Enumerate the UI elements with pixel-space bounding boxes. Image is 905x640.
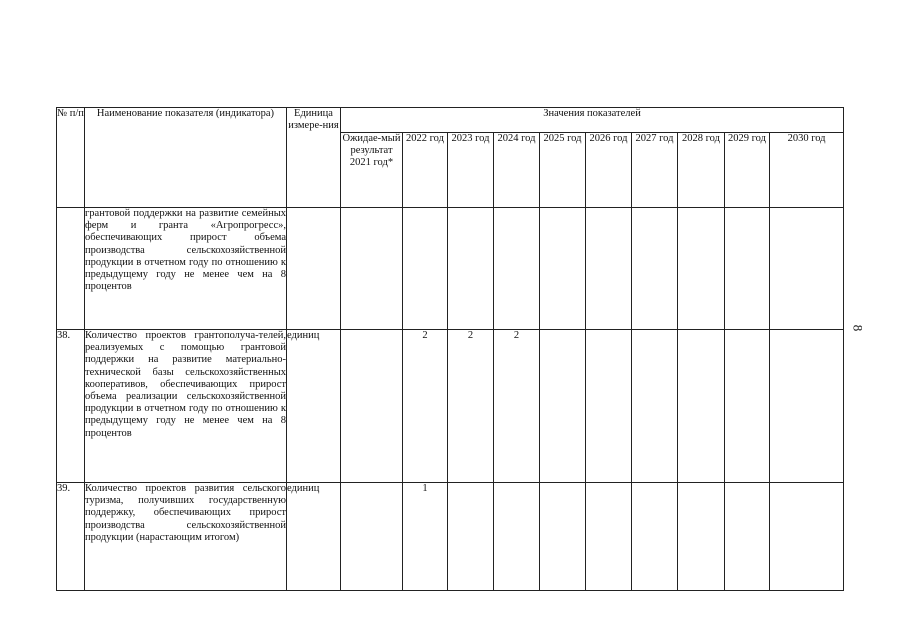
table-row xyxy=(57,483,844,591)
header-year: 2022 год xyxy=(403,133,448,208)
row-value xyxy=(448,483,494,591)
row-value xyxy=(632,330,678,483)
row-value xyxy=(678,330,725,483)
row-value xyxy=(632,483,678,591)
header-year: 2027 год xyxy=(632,133,678,208)
row-value xyxy=(403,208,448,330)
header-year: 2028 год xyxy=(678,133,725,208)
header-expected: Ожидае-мый результат 2021 год* xyxy=(341,133,403,208)
table-row xyxy=(57,330,844,483)
header-name: Наименование показателя (индикатора) xyxy=(85,108,287,208)
row-name: Количество проектов грантополуча-телей, реализуемых с помощью грантовой поддержки на развитие материально-технической базы сельскохозяйственных кооперативов, обеспечивающих прирост объема реализации сельскохозяйственной продукции в отчетном году по отношению к предыдущему году не менее чем на 8 процентов xyxy=(85,330,287,483)
header-year: 2029 год xyxy=(725,133,770,208)
row-value xyxy=(678,483,725,591)
table-row xyxy=(57,208,844,330)
row-unit xyxy=(287,208,341,330)
row-name: Количество проектов развития сельского туризма, получивших государственную поддержку, обеспечивающих прирост производства сельскохозяйственной продукции (нарастающим итогом) xyxy=(85,483,287,591)
row-value: 2 xyxy=(494,330,540,483)
row-value xyxy=(678,208,725,330)
header-year: 2023 год xyxy=(448,133,494,208)
row-expected xyxy=(341,330,403,483)
row-value xyxy=(494,208,540,330)
row-value xyxy=(632,208,678,330)
row-value xyxy=(448,208,494,330)
row-num: 38. xyxy=(57,330,85,483)
header-year: 2026 год xyxy=(586,133,632,208)
row-value xyxy=(725,483,770,591)
row-value xyxy=(540,208,586,330)
row-unit: единиц xyxy=(287,483,341,591)
row-value xyxy=(770,208,844,330)
row-unit: единиц xyxy=(287,330,341,483)
header-year: 2024 год xyxy=(494,133,540,208)
row-value xyxy=(770,483,844,591)
indicators-table xyxy=(56,107,844,591)
row-name: грантовой поддержки на развитие семейных ферм и гранта «Агропрогресс», обеспечивающих прирост объема производства сельскохозяйственной продукции в отчетном году по отношению к предыдущему году не менее чем на 8 процентов xyxy=(85,208,287,330)
row-value: 2 xyxy=(448,330,494,483)
header-values-group: Значения показателей xyxy=(341,108,844,133)
row-expected xyxy=(341,483,403,591)
header-year: 2025 год xyxy=(540,133,586,208)
row-value xyxy=(540,330,586,483)
row-value xyxy=(586,483,632,591)
row-value xyxy=(586,208,632,330)
row-value xyxy=(494,483,540,591)
row-num: 39. xyxy=(57,483,85,591)
row-value xyxy=(725,330,770,483)
row-expected xyxy=(341,208,403,330)
page-number: 8 xyxy=(850,324,866,332)
row-value xyxy=(770,330,844,483)
header-year: 2030 год xyxy=(770,133,844,208)
row-value xyxy=(540,483,586,591)
row-value xyxy=(586,330,632,483)
row-value: 1 xyxy=(403,483,448,591)
row-value: 2 xyxy=(403,330,448,483)
row-value xyxy=(725,208,770,330)
header-unit: Единица измере-ния xyxy=(287,108,341,208)
header-num: № п/п xyxy=(57,108,85,208)
row-num xyxy=(57,208,85,330)
